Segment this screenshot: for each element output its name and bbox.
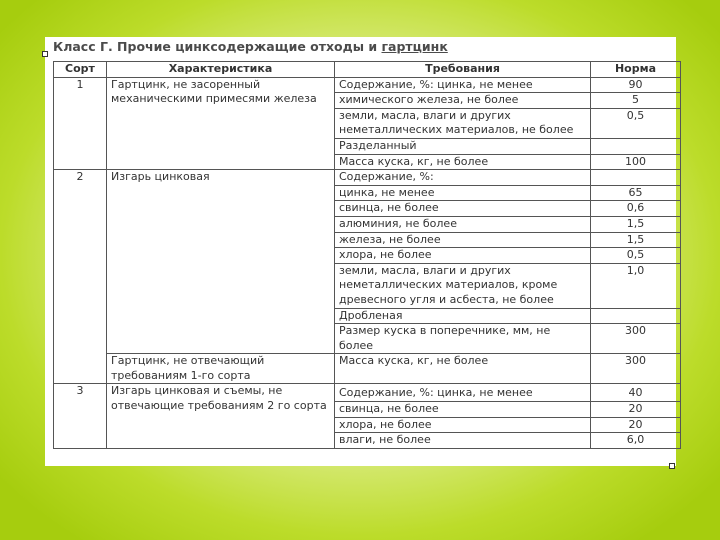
doc-title [53,39,448,54]
grade1-sort: 1 [54,77,107,170]
norm-cell: 1,0 [591,263,681,308]
document-page [45,37,676,466]
req-cell: химического железа, не более [335,93,591,109]
req-cell: влаги, не более [335,433,591,449]
norm-cell: 300 [591,354,681,384]
grade2-sub-characteristic: Гартцинк, не отвечающий требованиям 1-го сорта [107,354,335,384]
req-cell: Размер куска в поперечнике, мм, не более [335,324,591,354]
table-row [54,77,681,93]
norm-cell: 0,5 [591,108,681,138]
norm-cell: 20 [591,402,681,418]
header-norm: Норма [591,62,681,78]
req-cell: Дробленая [335,308,591,324]
req-cell: хлора, не более [335,417,591,433]
grade1-characteristic: Гартцинк, не засоренный механическими примесями железа [107,77,335,170]
doc-title-text: Класс Г. Прочие цинксодержащие отходы и [53,39,382,54]
norm-cell: 0,6 [591,201,681,217]
req-cell: цинка, не менее [335,185,591,201]
norm-cell: 0,5 [591,248,681,264]
req-cell: свинца, не более [335,402,591,418]
table-header-row [54,62,681,78]
table-row [54,354,681,384]
req-cell: Разделанный [335,138,591,154]
norm-cell: 90 [591,77,681,93]
norm-cell: 20 [591,417,681,433]
req-cell: железа, не более [335,232,591,248]
table-row [54,170,681,186]
header-characteristic: Характеристика [107,62,335,78]
norm-cell [591,308,681,324]
grade3-sort: 3 [54,384,107,448]
doc-title-underlined: гартцинк [381,39,448,54]
req-cell: земли, масла, влаги и других неметаллических материалов, кроме древесного угля и асбеста, не более [335,263,591,308]
req-cell: Содержание, %: цинка, не менее [335,77,591,93]
norm-cell: 100 [591,154,681,170]
resize-handle-bottom-right[interactable] [669,463,675,469]
table-row [54,384,681,402]
norm-cell: 5 [591,93,681,109]
grade3-characteristic: Изгарь цинковая и съемы, не отвечающие требованиям 2 го сорта [107,384,335,448]
req-cell: земли, масла, влаги и других неметаллических материалов, не более [335,108,591,138]
norm-cell: 1,5 [591,232,681,248]
req-cell: свинца, не более [335,201,591,217]
requirements-table [53,61,681,449]
norm-cell [591,170,681,186]
norm-cell [591,138,681,154]
norm-cell: 6,0 [591,433,681,449]
header-sort: Сорт [54,62,107,78]
resize-handle-top-left[interactable] [42,51,48,57]
req-cell: Масса куска, кг, не более [335,354,591,384]
req-cell: алюминия, не более [335,216,591,232]
norm-cell: 65 [591,185,681,201]
norm-cell: 40 [591,384,681,402]
header-requirements: Требования [335,62,591,78]
req-cell: хлора, не более [335,248,591,264]
req-cell: Масса куска, кг, не более [335,154,591,170]
req-cell: Содержание, %: цинка, не менее [335,384,591,402]
grade2-characteristic: Изгарь цинковая [107,170,335,354]
req-cell: Содержание, %: [335,170,591,186]
norm-cell: 1,5 [591,216,681,232]
norm-cell: 300 [591,324,681,354]
grade2-sort: 2 [54,170,107,384]
